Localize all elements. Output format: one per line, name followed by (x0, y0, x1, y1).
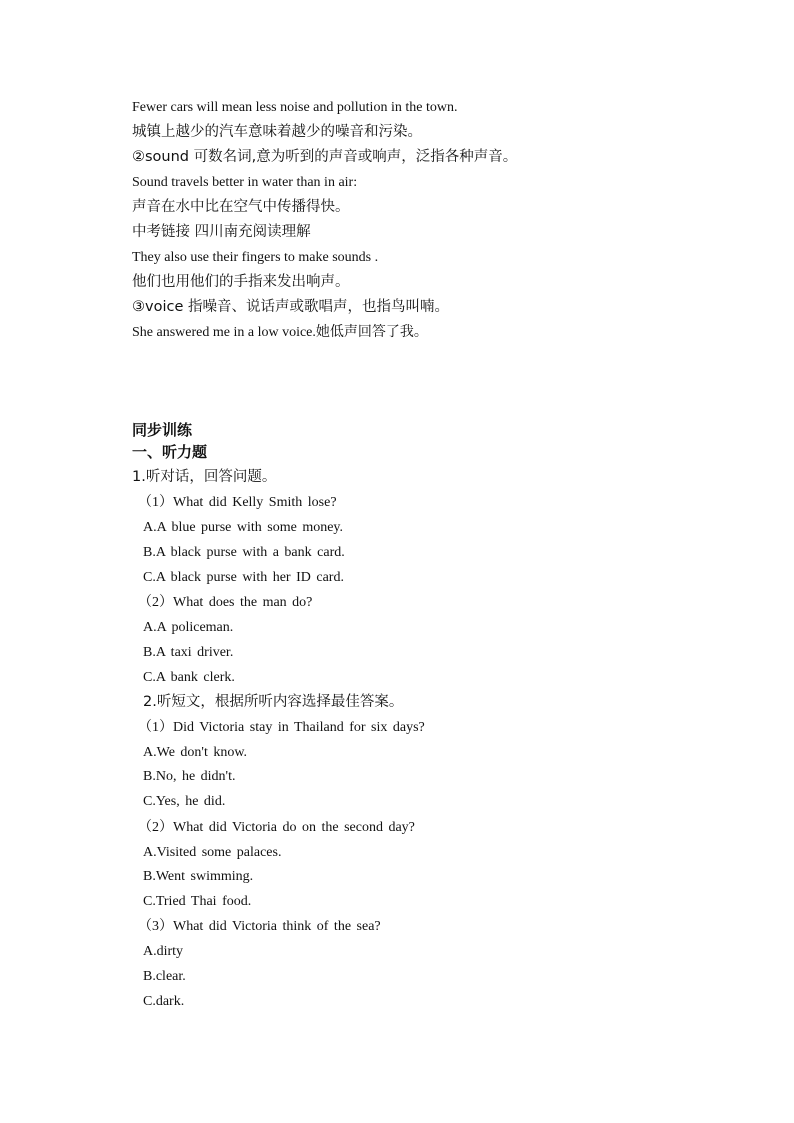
answer-option: A.A blue purse with some money. (143, 520, 344, 535)
exam-link-label: 中考链接 四川南充阅读理解 (132, 224, 311, 240)
answer-option: B.A taxi driver. (143, 645, 234, 660)
example-sentence-en: Fewer cars will mean less noise and pollution in the town. (132, 100, 458, 115)
answer-option: A.dirty (143, 944, 184, 959)
question-text: （1）What did Kelly Smith lose? (138, 495, 337, 510)
part2-instruction: 2.听短文，根据所听内容选择最佳答案。 (143, 694, 404, 710)
question-text: （1）Did Victoria stay in Thailand for six days? (138, 720, 425, 735)
example-sentence-en: Sound travels better in water than in air: (132, 175, 358, 190)
answer-option: C.Tried Thai food. (143, 894, 252, 909)
section-heading-listening: 一、听力题 (132, 443, 208, 461)
example-sentence-cn: 他们也用他们的手指来发出响声。 (132, 274, 350, 290)
question-text: （3）What did Victoria think of the sea? (138, 919, 381, 934)
answer-option: A.We don't know. (143, 745, 248, 760)
answer-option: C.A bank clerk. (143, 670, 235, 685)
part1-instruction: 1.听对话，回答问题。 (132, 469, 277, 485)
answer-option: A.Visited some palaces. (143, 845, 282, 860)
section-title: 同步训练 (132, 421, 193, 439)
answer-option: B.Went swimming. (143, 869, 254, 884)
answer-option: A.A policeman. (143, 620, 234, 635)
answer-option: C.A black purse with her ID card. (143, 570, 344, 585)
answer-option: B.A black purse with a bank card. (143, 545, 345, 560)
example-sentence-mixed: She answered me in a low voice.她低声回答了我。 (132, 325, 428, 340)
question-text: （2）What does the man do? (138, 595, 313, 610)
example-sentence-en: They also use their fingers to make sounds . (132, 250, 379, 265)
answer-option: B.clear. (143, 969, 186, 984)
example-sentence-cn: 城镇上越少的汽车意味着越少的噪音和污染。 (132, 124, 422, 140)
vocab-note-voice: ③voice 指噪音、说话声或歌唱声，也指鸟叫喃。 (132, 299, 449, 315)
answer-option: C.dark. (143, 994, 185, 1009)
example-sentence-cn: 声音在水中比在空气中传播得快。 (132, 199, 350, 215)
answer-option: B.No, he didn't. (143, 769, 236, 784)
vocab-note-sound: ②sound 可数名词,意为听到的声音或响声，泛指各种声音。 (132, 149, 518, 165)
answer-option: C.Yes, he did. (143, 794, 226, 809)
question-text: （2）What did Victoria do on the second day? (138, 820, 415, 835)
